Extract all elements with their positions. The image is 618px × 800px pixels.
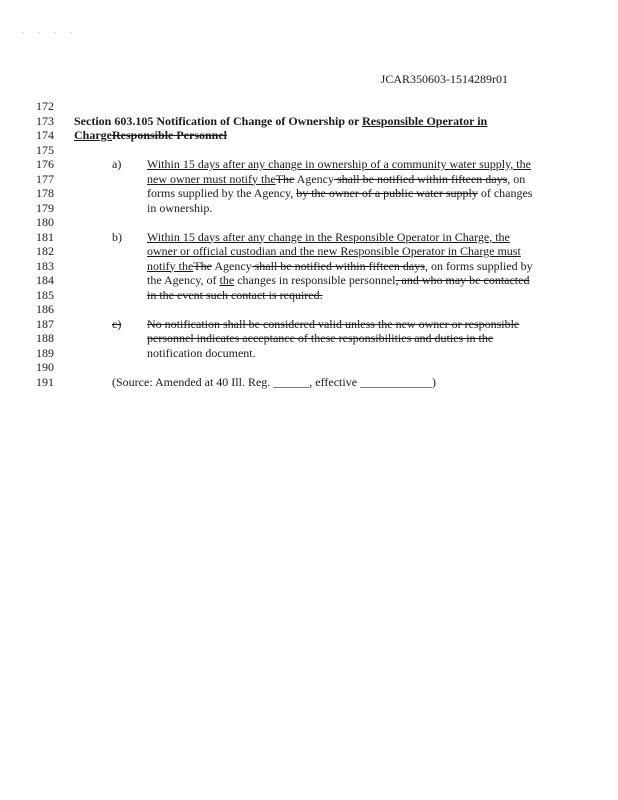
para-b-line bbox=[147, 288, 323, 303]
para-b-line bbox=[147, 259, 533, 274]
line-number: 174 bbox=[36, 128, 54, 142]
line-number: 178 bbox=[36, 186, 54, 200]
deleted-text: in the event such contact is required. bbox=[147, 287, 323, 302]
section-title-inserted: Charge bbox=[74, 128, 112, 142]
plain-text: in ownership. bbox=[147, 200, 213, 215]
plain-text: changes in responsible personnel bbox=[234, 273, 396, 287]
para-a-line bbox=[147, 157, 531, 172]
line-number: 173 bbox=[36, 113, 54, 128]
plain-text: forms supplied by the Agency, bbox=[147, 186, 297, 200]
deleted-text: The bbox=[193, 258, 212, 273]
para-b-label: b) bbox=[112, 229, 122, 244]
section-title-inserted: Responsible Operator in bbox=[362, 113, 488, 128]
document-id: JCAR350603-1514289r01 bbox=[380, 72, 508, 86]
para-c-line bbox=[147, 346, 256, 361]
plain-text: Agency bbox=[211, 258, 252, 273]
line-number: 188 bbox=[36, 331, 54, 345]
plain-text: , on bbox=[507, 171, 526, 186]
inserted-text: Within 15 days after any change in the Responsible Operator in Charge, the bbox=[147, 229, 510, 244]
plain-text: notification document. bbox=[147, 345, 256, 360]
line-number: 175 bbox=[36, 142, 54, 157]
line-number: 190 bbox=[36, 360, 54, 374]
inserted-text: Within 15 days after any change in ownership of a community water supply, the bbox=[147, 157, 531, 171]
scan-specks: . . . . bbox=[22, 26, 78, 35]
para-c-line bbox=[147, 331, 493, 346]
line-number: 185 bbox=[36, 287, 54, 302]
section-heading-line-2 bbox=[74, 128, 227, 143]
deleted-text: by the owner of a public water supply bbox=[296, 186, 478, 200]
source-note: (Source: Amended at 40 Ill. Reg. ______, effective ____________) bbox=[112, 374, 437, 389]
line-number: 177 bbox=[36, 171, 54, 186]
para-a-line bbox=[147, 201, 212, 216]
section-title-deleted: Responsible Personnel bbox=[112, 128, 228, 142]
line-number: 181 bbox=[36, 229, 54, 244]
line-number: 186 bbox=[36, 302, 54, 316]
inserted-text: the bbox=[219, 273, 235, 287]
section-heading-line-1 bbox=[74, 114, 487, 129]
inserted-text: owner or official custodian and the new Responsible Operator in Charge must bbox=[147, 244, 521, 258]
deleted-text: , and who may be contacted bbox=[395, 273, 530, 287]
para-c-line bbox=[147, 317, 519, 332]
para-b-line bbox=[147, 230, 510, 245]
line-number: 176 bbox=[36, 157, 54, 171]
line-number: 189 bbox=[36, 345, 54, 360]
plain-text: Agency bbox=[294, 171, 334, 186]
deleted-text: shall be notified within fifteen days bbox=[251, 258, 425, 273]
line-number: 179 bbox=[36, 200, 54, 215]
plain-text: the Agency, of bbox=[147, 273, 220, 287]
para-b-line bbox=[147, 244, 521, 259]
para-a-line bbox=[147, 172, 525, 187]
line-number: 180 bbox=[36, 215, 54, 229]
deleted-text: The bbox=[275, 171, 295, 186]
para-a-label: a) bbox=[112, 157, 122, 171]
inserted-text: new owner must notify the bbox=[147, 171, 276, 186]
line-number: 182 bbox=[36, 244, 54, 258]
plain-text: of changes bbox=[477, 186, 533, 200]
inserted-text: notify the bbox=[147, 258, 194, 273]
para-a-line bbox=[147, 186, 532, 201]
para-b-line bbox=[147, 273, 529, 288]
para-c-label: c) bbox=[112, 316, 122, 331]
line-number: 184 bbox=[36, 273, 54, 287]
deleted-text: No notification shall be considered valid unless the new owner or responsible bbox=[147, 316, 520, 331]
line-number: 183 bbox=[36, 258, 54, 273]
line-number: 172 bbox=[36, 99, 54, 113]
plain-text: , on forms supplied by bbox=[424, 258, 533, 273]
deleted-text: personnel indicates acceptance of these responsibilities and duties in the bbox=[147, 331, 494, 345]
line-number: 187 bbox=[36, 316, 54, 331]
deleted-text: shall be notified within fifteen days bbox=[333, 171, 508, 186]
line-number: 191 bbox=[36, 374, 54, 389]
section-title: Section 603.105 Notification of Change of Ownership or bbox=[74, 113, 363, 128]
